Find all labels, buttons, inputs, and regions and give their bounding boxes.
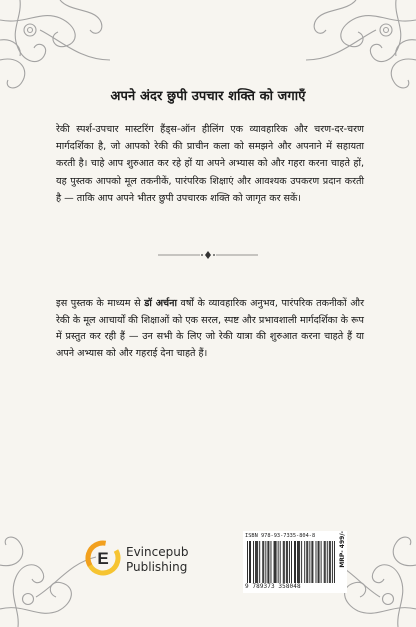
barcode-bar [255, 541, 256, 583]
mrp-price: MRP- 499/- [339, 531, 346, 568]
author-paragraph-rest: वर्षों के व्यावहारिक अनुभव, पारंपरिक तकनीकों और रेकी के मूल आचार्यों की शिक्षाओं को एक सरल, स्पष्ट और प्रभावशाली मार्गदर्शिका के रूप में प्रस्तुत कर रही हैं — उन सभी के लिए जो रेकी यात्रा की शुरुआत करना चाहते हैं या अपने अभ्यास को और गहराई देना चाहते हैं। [56, 298, 364, 359]
barcode-bar [329, 541, 330, 583]
author-paragraph [56, 296, 364, 362]
corner-ornament-top-right [296, 0, 416, 95]
barcode-bar [297, 541, 298, 583]
barcode-bar [274, 541, 275, 583]
barcode-bar [325, 541, 326, 583]
barcode-bar [278, 541, 279, 583]
barcode-digits: 9 789373 358048 [245, 583, 301, 590]
barcode-block [243, 531, 347, 593]
author-paragraph-lead: इस पुस्तक के माध्यम से [56, 298, 145, 309]
barcode-bar [271, 541, 272, 583]
barcode-bar [332, 541, 333, 583]
barcode-bar [304, 541, 305, 583]
barcode-bar [298, 541, 299, 583]
publisher-logo-mark [84, 539, 122, 577]
barcode-bar [257, 541, 258, 583]
barcode-bar [267, 541, 268, 583]
barcode-bar [275, 541, 276, 583]
barcode-bars [247, 541, 335, 583]
barcode-bar [311, 541, 312, 583]
barcode-bar [253, 541, 254, 583]
barcode-bar [316, 541, 317, 583]
barcode-bar [286, 541, 287, 583]
publisher-name: Evincepub [126, 545, 189, 559]
barcode-bar [330, 541, 331, 583]
barcode-bar [289, 541, 290, 583]
barcode-bar [280, 541, 281, 583]
barcode-bar [301, 541, 302, 583]
barcode-bar [259, 541, 260, 583]
barcode-bar [283, 541, 284, 583]
barcode-bar [250, 541, 251, 583]
barcode-bar [262, 541, 263, 583]
barcode-bar [307, 541, 308, 583]
publisher-subtitle: Publishing [126, 560, 188, 574]
barcode-bar [309, 541, 310, 583]
barcode-bar [276, 541, 277, 583]
description-paragraph: रेकी स्पर्श-उपचार मास्टरिंग हैंड्स-ऑन हीलिंग एक व्यावहारिक और चरण-दर-चरण मार्गदर्शिका है, जो आपको रेकी की प्राचीन कला को समझने और अपनाने में सहायता करती है। चाहे आप शुरुआत कर रहे हों या अपने अभ्यास को और गहरा करना चाहते हों, यह पुस्तक आपको मूल तकनीकें, पारंपरिक शिक्षाएं और आवश्यक उपकरण प्रदान करती है — ताकि आप अपने भीतर छुपी उपचारक शक्ति को जागृत कर सकें। [56, 124, 364, 204]
barcode-bar [319, 541, 320, 583]
publisher-logo [84, 537, 194, 581]
barcode-bar [312, 541, 313, 583]
barcode-bar [306, 541, 307, 583]
ornamental-divider [158, 250, 258, 260]
barcode-bar [299, 541, 300, 583]
barcode-bar [321, 541, 322, 583]
author-name: डॉ अर्चना [144, 298, 177, 309]
barcode-bar [291, 541, 292, 583]
barcode-bar [294, 541, 295, 583]
barcode-bar [265, 541, 266, 583]
barcode-bar [284, 541, 285, 583]
corner-ornament-top-left [0, 0, 120, 95]
isbn-text: ISBN 978-93-7335-804-8 [245, 533, 316, 539]
barcode-bar [249, 541, 250, 583]
barcode-bar [247, 541, 248, 583]
barcode-bar [327, 541, 328, 583]
publisher-logo-letter: E [97, 549, 109, 568]
back-cover-title: अपने अंदर छुपी उपचार शक्ति को जगाएँ [110, 89, 306, 104]
barcode-bar [256, 541, 257, 583]
barcode-bar [324, 541, 325, 583]
barcode-bar [287, 541, 288, 583]
barcode-bar [263, 541, 264, 583]
barcode-bar [295, 541, 296, 583]
barcode-bar [268, 541, 269, 583]
barcode-bar [334, 541, 335, 583]
barcode-bar [318, 541, 319, 583]
